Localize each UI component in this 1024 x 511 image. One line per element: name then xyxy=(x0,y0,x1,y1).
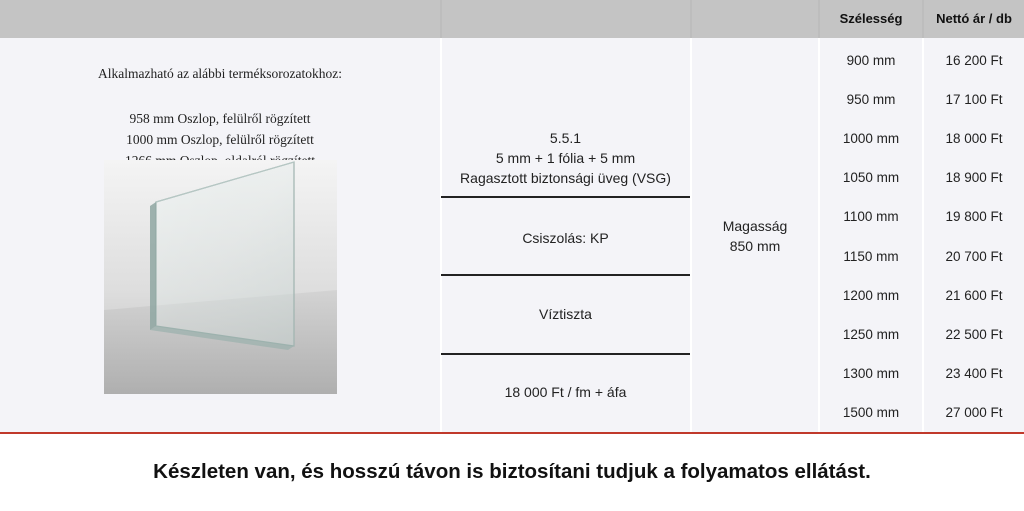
price-cell: 16 200 Ft xyxy=(945,53,1003,68)
glass-code: 5.5.1 xyxy=(549,130,582,146)
glass-clarity: Víztiszta xyxy=(539,306,592,322)
table-header xyxy=(0,0,1024,38)
height-label: Magasság xyxy=(722,218,788,234)
width-cell: 1500 mm xyxy=(842,405,900,420)
header-cell-applicability xyxy=(0,0,440,38)
width-cell: 1100 mm xyxy=(843,209,899,224)
series-item: 958 mm Oszlop, felülről rögzített xyxy=(129,111,311,126)
width-cell: 1150 mm xyxy=(843,249,899,264)
glass-spec-block xyxy=(441,128,690,188)
width-cell: 1300 mm xyxy=(842,366,900,381)
price-cell: 27 000 Ft xyxy=(945,405,1003,420)
price-cell: 23 400 Ft xyxy=(945,366,1003,381)
price-cell: 17 100 Ft xyxy=(945,92,1003,107)
glass-type: Ragasztott biztonsági üveg (VSG) xyxy=(460,170,671,186)
edge-finish: Csiszolás: KP xyxy=(522,230,609,246)
price-cell: 21 600 Ft xyxy=(945,288,1003,303)
height-value: 850 mm xyxy=(729,238,781,254)
price-per-meter: 18 000 Ft / fm + áfa xyxy=(504,384,627,400)
applicability-intro: Alkalmazható az alábbi terméksorozatokhoz: xyxy=(97,66,343,81)
spec-divider xyxy=(441,353,690,355)
width-cell: 1050 mm xyxy=(842,170,900,185)
width-cell: 1250 mm xyxy=(842,327,900,342)
price-cell: 22 500 Ft xyxy=(945,327,1003,342)
width-cell: 950 mm xyxy=(846,92,896,107)
width-cell: 1000 mm xyxy=(842,131,900,146)
spec-divider xyxy=(441,196,690,198)
series-item: 1000 mm Oszlop, felülről rögzített xyxy=(126,132,314,147)
width-cell: 1200 mm xyxy=(842,288,900,303)
price-cell: 20 700 Ft xyxy=(945,249,1003,264)
header-cell-height xyxy=(692,0,818,38)
price-cell: 18 900 Ft xyxy=(945,170,1003,185)
width-column-header: Szélesség xyxy=(839,11,903,26)
header-cell-specs xyxy=(442,0,690,38)
availability-note: Készleten van, és hosszú távon is biztosítani tudjuk a folyamatos ellátást. xyxy=(153,460,871,483)
glass-layers: 5 mm + 1 fólia + 5 mm xyxy=(495,150,636,166)
price-column-header: Nettó ár / db xyxy=(936,11,1012,26)
spec-divider xyxy=(441,274,690,276)
width-cell: 900 mm xyxy=(846,53,896,68)
price-cell: 18 000 Ft xyxy=(945,131,1003,146)
glass-panel-image xyxy=(104,160,337,394)
height-block xyxy=(692,216,818,256)
price-cell: 19 800 Ft xyxy=(945,209,1003,224)
